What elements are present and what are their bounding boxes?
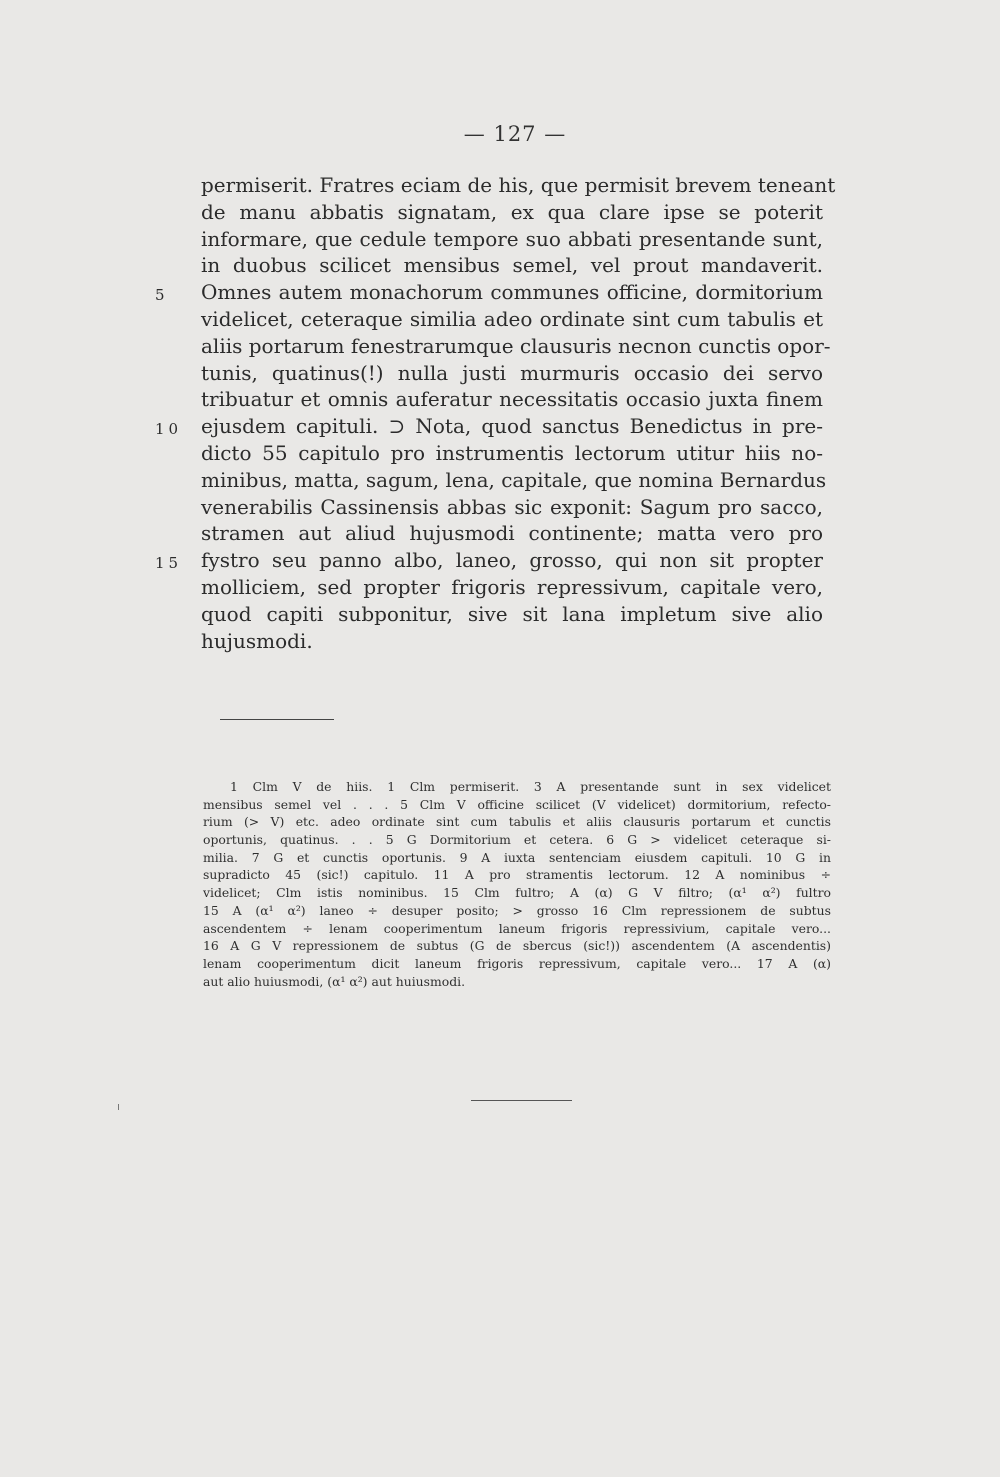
bottom-rule	[471, 1100, 572, 1101]
footnote-line: milia. 7 G et cunctis oportunis. 9 A iuxta sentenciam eiusdem capituli. 10 G in	[203, 849, 831, 865]
line-text: venerabilis Cassinensis abbas sic exponit: Sagum pro sacco,	[201, 494, 823, 519]
main-text-block	[155, 172, 836, 654]
text-line	[201, 226, 823, 253]
line-number: 15	[155, 554, 183, 573]
text-line	[155, 413, 823, 440]
line-text: in duobus scilicet mensibus semel, vel prout mandaverit.	[201, 253, 823, 278]
line-text: tunis, quatinus(!) nulla justi murmuris occasio dei servo	[201, 360, 823, 385]
line-text: permiserit. Fratres eciam de his, que permisit brevem teneant	[201, 173, 836, 197]
line-number: 5	[155, 286, 169, 305]
text-line	[201, 601, 823, 628]
line-text: Omnes autem monachorum communes officine, dormitorium	[201, 280, 823, 305]
footnote-line: supradicto 45 (sic!) capitulo. 11 A pro stramentis lectorum. 12 A nominibus ÷	[203, 867, 831, 883]
footnote-line: 16 A G V repressionem de subtus (G de sbercus (sic!)) ascendentem (A ascendentis)	[203, 938, 831, 954]
text-line	[201, 628, 823, 655]
footnotes-block	[203, 778, 831, 990]
text-line	[201, 467, 827, 494]
footnote-line: ascendentem ÷ lenam cooperimentum laneum frigoris repressivium, capitale vero...	[203, 920, 831, 936]
line-text: dicto 55 capitulo pro instrumentis lectorum utitur hiis no-	[201, 440, 823, 465]
text-line	[155, 279, 823, 306]
line-text: stramen aut aliud hujusmodi continente; matta vero pro	[201, 521, 823, 546]
text-line	[201, 172, 836, 199]
text-line	[201, 252, 823, 279]
footnote-line: aut alio huiusmodi, (α¹ α²) aut huiusmodi.	[203, 973, 466, 989]
footnote-line: videlicet; Clm istis nominibus. 15 Clm fultro; A (α) G V filtro; (α¹ α²) fultro	[203, 885, 831, 901]
text-line	[201, 494, 823, 521]
text-line	[201, 440, 823, 467]
footnote-separator-rule	[220, 719, 334, 720]
text-line	[201, 199, 823, 226]
paper-speck	[118, 1104, 119, 1110]
line-text: hujusmodi.	[201, 628, 313, 653]
text-line	[201, 520, 823, 547]
line-text: videlicet, ceteraque similia adeo ordinate sint cum tabulis et	[201, 306, 823, 331]
line-text: de manu abbatis signatam, ex qua clare ipse se poterit	[201, 199, 823, 224]
line-text: fystro seu panno albo, laneo, grosso, qui non sit propter	[201, 548, 823, 573]
line-text: minibus, matta, sagum, lena, capitale, que nomina Bernardus	[201, 467, 827, 492]
footnote-line: 15 A (α¹ α²) laneo ÷ desuper posito; > grosso 16 Clm repressionem de subtus	[203, 902, 831, 918]
line-text: ejusdem capituli. ⊃ Nota, quod sanctus Benedictus in pre-	[201, 414, 823, 439]
text-line	[201, 306, 823, 333]
text-line	[201, 360, 823, 387]
text-line	[155, 547, 823, 574]
footnote-line: oportunis, quatinus. . . 5 G Dormitorium et cetera. 6 G > videlicet ceteraque si-	[203, 832, 831, 848]
text-line	[201, 386, 823, 413]
line-text: tribuatur et omnis auferatur necessitatis occasio juxta finem	[201, 387, 823, 412]
line-text: quod capiti subponitur, sive sit lana impletum sive alio	[201, 601, 823, 626]
footnote-line: rium (> V) etc. adeo ordinate sint cum tabulis et aliis clausuris portarum et cunctis	[203, 814, 831, 830]
text-line	[201, 333, 831, 360]
text-line	[201, 574, 823, 601]
footnote-line: mensibus semel vel . . . 5 Clm V officine scilicet (V videlicet) dormitorium, refecto-	[203, 796, 831, 812]
line-text: aliis portarum fenestrarumque clausuris necnon cunctis opor-	[201, 333, 831, 358]
footnote-line: 1 Clm V de hiis. 1 Clm permiserit. 3 A presentande sunt in sex videlicet	[230, 779, 831, 794]
line-text: informare, que cedule tempore suo abbati presentande sunt,	[201, 226, 823, 251]
line-text: molliciem, sed propter frigoris repressivum, capitale vero,	[201, 574, 823, 599]
page-number: — 127 —	[463, 122, 567, 146]
line-number: 10	[155, 420, 183, 439]
footnote-line: lenam cooperimentum dicit laneum frigoris repressivum, capitale vero... 17 A (α)	[203, 955, 831, 971]
